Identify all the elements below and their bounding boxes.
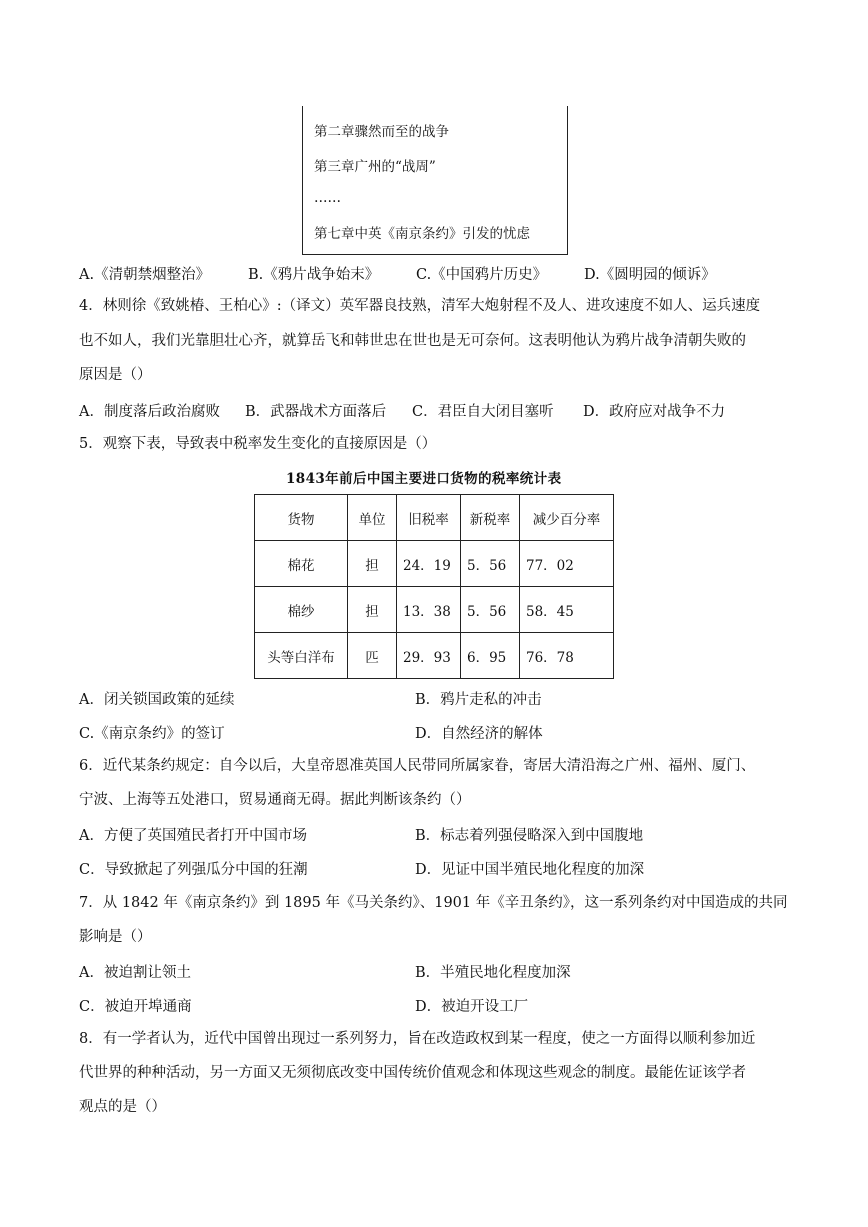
table-cell: 13．38: [397, 587, 461, 633]
table-row: [255, 633, 614, 679]
q4-option-d: D．政府应对战争不力: [583, 404, 726, 420]
q4-option-c: C．君臣自大闭目塞听: [412, 404, 554, 420]
q5-stem: 5．观察下表，导致表中税率发生变化的直接原因是（）: [79, 436, 437, 452]
q3-option-a: A.《清朝禁烟整治》: [79, 267, 211, 283]
q4-option-a: A．制度落后政治腐败: [79, 404, 220, 420]
header-cell: 减少百分率: [520, 495, 614, 541]
table-cell: 棉花: [255, 541, 348, 587]
q7-option-d: D．被迫开设工厂: [415, 999, 529, 1015]
table-header-row: [255, 495, 614, 541]
table-cell: 6．95: [461, 633, 520, 679]
table-cell: 76．78: [520, 633, 614, 679]
chapter-line: ……: [314, 190, 341, 206]
q6-option-c: C．导致掀起了列强瓜分中国的狂潮: [79, 862, 308, 878]
q8-stem-line: 观点的是（）: [79, 1099, 166, 1115]
q5-option-c: C.《南京条约》的签订: [79, 726, 225, 742]
q5-option-a: A．闭关锁国政策的延续: [79, 692, 235, 708]
q6-option-b: B．标志着列强侵略深入到中国腹地: [415, 828, 644, 844]
q3-option-d: D.《圆明园的倾诉》: [584, 267, 716, 283]
q6-stem-line: 6．近代某条约规定：自今以后，大皇帝恩准英国人民带同所属家眷，寄居大清沿海之广州、福州、厦门、: [79, 758, 756, 774]
table-cell: 5．56: [461, 587, 520, 633]
q4-stem-line: 也不如人，我们光靠胆壮心齐，就算岳飞和韩世忠在世也是无可奈何。这表明他认为鸦片战争清朝失败的: [79, 333, 746, 349]
q4-option-b: B．武器战术方面落后: [245, 404, 387, 420]
q8-stem-line: 8．有一学者认为，近代中国曾出现过一系列努力，旨在改造政权到某一程度，使之一方面得以顺利参加近: [79, 1031, 756, 1047]
q7-option-a: A．被迫割让领土: [79, 965, 191, 981]
q7-option-c: C．被迫开埠通商: [79, 999, 192, 1015]
header-cell: 单位: [348, 495, 397, 541]
chapter-line: 第三章广州的“战周”: [314, 159, 436, 175]
header-cell: 货物: [255, 495, 348, 541]
q6-stem-line: 宁波、上海等五处港口，贸易通商无碍。据此判断该条约（）: [79, 792, 471, 808]
q6-option-d: D．见证中国半殖民地化程度的加深: [415, 862, 645, 878]
table-row: [255, 541, 614, 587]
table-cell: 24．19: [397, 541, 461, 587]
q4-stem-line: 4．林则徐《致姚椿、王柏心》:（译文）英军器良技熟，清军大炮射程不及人、进攻速度不如人、运兵速度: [79, 298, 761, 314]
table-cell: 担: [348, 541, 397, 587]
table-cell: 棉纱: [255, 587, 348, 633]
q7-option-b: B．半殖民地化程度加深: [415, 965, 571, 981]
q3-option-b: B.《鸦片战争始末》: [248, 267, 380, 283]
table-cell: 77．02: [520, 541, 614, 587]
chapter-list-box: [302, 106, 568, 255]
q5-option-b: B．鸦片走私的冲击: [415, 692, 542, 708]
chapter-line: 第七章中英《南京条约》引发的忧虑: [314, 226, 530, 242]
q4-stem-line: 原因是（）: [79, 367, 152, 383]
q3-option-c: C.《中国鸦片历史》: [416, 267, 548, 283]
table-cell: 担: [348, 587, 397, 633]
table-cell: 58．45: [520, 587, 614, 633]
q7-stem-line: 7．从 1842 年《南京条约》到 1895 年《马关条约》、1901 年《辛丑条约》，这一系列条约对中国造成的共同: [79, 895, 788, 911]
q8-stem-line: 代世界的种种活动，另一方面又无须彻底改变中国传统价值观念和体现这些观念的制度。最能佐证该学者: [79, 1065, 746, 1081]
q5-option-d: D．自然经济的解体: [415, 726, 543, 742]
table-cell: 头等白洋布: [255, 633, 348, 679]
table-title: 1843年前后中国主要进口货物的税率统计表: [286, 471, 562, 487]
table-cell: 匹: [348, 633, 397, 679]
table-row: [255, 587, 614, 633]
header-cell: 新税率: [461, 495, 520, 541]
q6-option-a: A．方便了英国殖民者打开中国市场: [79, 828, 307, 844]
q7-stem-line: 影响是（）: [79, 929, 152, 945]
tax-rate-table: [254, 494, 614, 679]
table-cell: 5．56: [461, 541, 520, 587]
table-cell: 29．93: [397, 633, 461, 679]
chapter-line: 第二章骤然而至的战争: [314, 124, 449, 140]
header-cell: 旧税率: [397, 495, 461, 541]
